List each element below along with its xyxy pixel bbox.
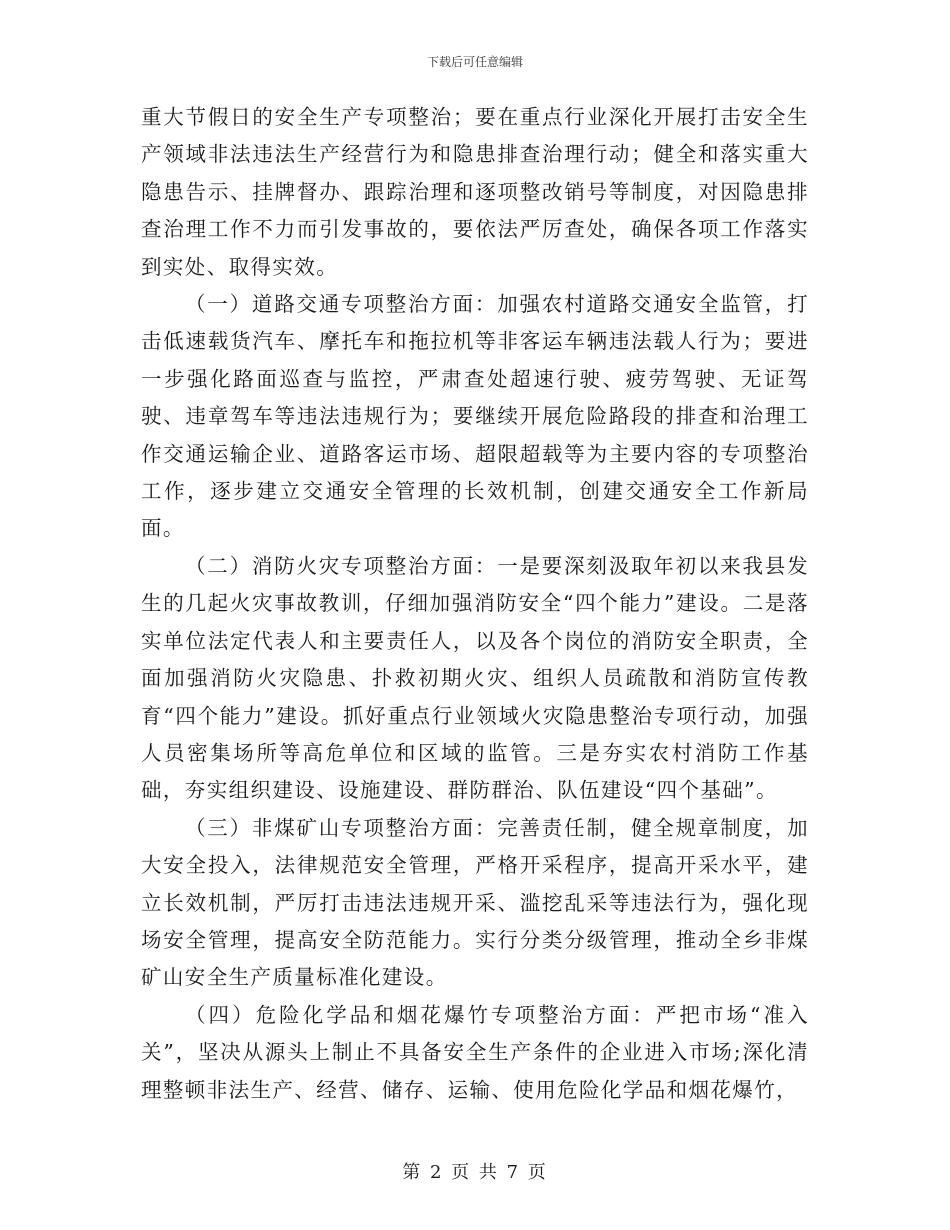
document-body: [141, 99, 809, 1109]
paragraph-non-coal-mines: （三）非煤矿山专项整治方面：完善责任制，健全规章制度，加大安全投入，法律规范安全管理，严格开采程序，提高开采水平，建立长效机制，严厉打击违法违规开采、滥挖乱采等违法行为，强化现场安全管理，提高安全防范能力。实行分类分级管理，推动全乡非煤矿山安全生产质量标准化建设。: [141, 815, 809, 990]
paragraph-road-traffic: （一）道路交通专项整治方面：加强农村道路交通安全监管，打击低速载货汽车、摩托车和拖拉机等非客运车辆违法载人行为；要进一步强化路面巡查与监控，严肃查处超速行驶、疲劳驾驶、无证驾驶、违章驾车等违法违规行为；要继续开展危险路段的排查和治理工作交通运输企业、道路客运市场、超限超载等为主要内容的专项整治工作，逐步建立交通安全管理的长效机制，创建交通安全工作新局面。: [141, 292, 809, 541]
page-footer: 第 2 页 共 7 页: [402, 1162, 548, 1183]
page-header: 下载后可任意编辑: [426, 55, 523, 69]
paragraph-continuation: 重大节假日的安全生产专项整治；要在重点行业深化开展打击安全生产领域非法违法生产经营行为和隐患排查治理行动；健全和落实重大隐患告示、挂牌督办、跟踪治理和逐项整改销号等制度，对因隐患排查治理工作不力而引发事故的，要依法严厉查处，确保各项工作落实到实处、取得实效。: [141, 105, 809, 279]
paragraph-hazardous-chemicals: （四）危险化学品和烟花爆竹专项整治方面：严把市场“准入关”，坚决从源头上制止不具备安全生产条件的企业进入市场;深化清理整顿非法生产、经营、储存、运输、使用危险化学品和烟花爆竹，: [141, 1002, 809, 1102]
paragraph-fire-safety: （二）消防火灾专项整治方面：一是要深刻汲取年初以来我县发生的几起火灾事故教训，仔细加强消防安全“四个能力”建设。二是落实单位法定代表人和主要责任人，以及各个岗位的消防安全职责，全面加强消防火灾隐患、扑救初期火灾、组织人员疏散和消防宣传教育“四个能力”建设。抓好重点行业领域火灾隐患整治专项行动，加强人员密集场所等高危单位和区域的监管。三是夯实农村消防工作基础，夯实组织建设、设施建设、群防群治、队伍建设“四个基础”。: [141, 553, 809, 803]
